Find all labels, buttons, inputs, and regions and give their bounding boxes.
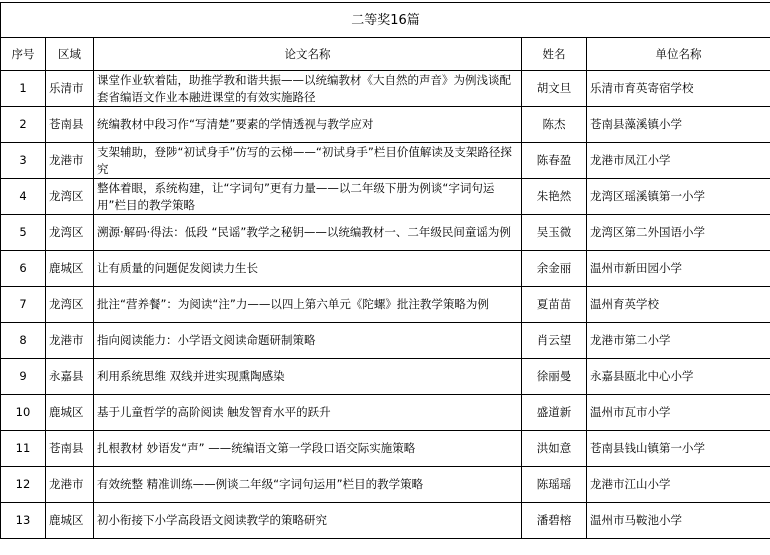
cell-unit[interactable]: 永嘉县瓯北中心小学 [587,359,770,395]
cell-unit[interactable]: 苍南县钱山镇第一小学 [587,431,770,467]
cell-num[interactable]: 1 [1,71,46,107]
cell-name[interactable]: 陈春盈 [522,143,587,179]
cell-unit[interactable]: 龙港市凤江小学 [587,143,770,179]
cell-unit[interactable]: 龙湾区瑶溪镇第一小学 [587,179,770,215]
cell-area[interactable]: 龙湾区 [46,215,94,251]
cell-name[interactable]: 盛道新 [522,395,587,431]
cell-area[interactable]: 鹿城区 [46,503,94,539]
cell-num[interactable]: 4 [1,179,46,215]
cell-name[interactable]: 吴玉微 [522,215,587,251]
cell-name[interactable]: 余金丽 [522,251,587,287]
table-row [1,107,770,143]
cell-title[interactable]: 有效统整 精准训练——例谈二年级“字词句运用”栏目的教学策略 [94,467,522,503]
cell-title[interactable]: 基于儿童哲学的高阶阅读 触发智育水平的跃升 [94,395,522,431]
cell-name[interactable]: 肖云望 [522,323,587,359]
cell-unit[interactable]: 龙湾区第二外国语小学 [587,215,770,251]
cell-title[interactable]: 让有质量的问题促发阅读力生长 [94,251,522,287]
cell-name[interactable]: 陈瑶瑶 [522,467,587,503]
cell-num[interactable]: 10 [1,395,46,431]
cell-area[interactable]: 龙港市 [46,467,94,503]
cell-name[interactable]: 胡文旦 [522,71,587,107]
cell-unit[interactable]: 温州育英学校 [587,287,770,323]
cell-area[interactable]: 鹿城区 [46,395,94,431]
title-row [1,3,770,38]
cell-area[interactable]: 苍南县 [46,431,94,467]
cell-num[interactable]: 2 [1,107,46,143]
cell-name[interactable]: 夏苗苗 [522,287,587,323]
table-row [1,467,770,503]
cell-title[interactable]: 利用系统思维 双线并进实现熏陶感染 [94,359,522,395]
cell-area[interactable]: 苍南县 [46,107,94,143]
table-row [1,503,770,539]
cell-num[interactable]: 6 [1,251,46,287]
cell-unit[interactable]: 龙港市江山小学 [587,467,770,503]
table-row [1,323,770,359]
cell-name[interactable]: 洪如意 [522,431,587,467]
cell-area[interactable]: 龙湾区 [46,179,94,215]
cell-area[interactable]: 龙湾区 [46,287,94,323]
table-row [1,359,770,395]
cell-title[interactable]: 扎根教材 妙语发“声” ——统编语文第一学段口语交际实施策略 [94,431,522,467]
cell-name[interactable]: 潘碧榕 [522,503,587,539]
cell-num[interactable]: 13 [1,503,46,539]
table-row [1,287,770,323]
cell-name[interactable]: 陈杰 [522,107,587,143]
cell-unit[interactable]: 乐清市育英寄宿学校 [587,71,770,107]
header-area[interactable]: 区域 [46,38,94,71]
header-name[interactable]: 姓名 [522,38,587,71]
cell-area[interactable]: 龙港市 [46,323,94,359]
table-row [1,251,770,287]
header-num[interactable]: 序号 [1,38,46,71]
table-row [1,395,770,431]
cell-title[interactable]: 统编教材中段习作“写清楚”要素的学情透视与教学应对 [94,107,522,143]
cell-num[interactable]: 5 [1,215,46,251]
cell-title[interactable]: 支架辅助，登陟“初试身手”仿写的云梯——“初试身手”栏目价值解读及支架路径探究 [94,143,522,179]
cell-name[interactable]: 徐丽曼 [522,359,587,395]
table-row [1,143,770,179]
cell-title[interactable]: 初小衔接下小学高段语文阅读教学的策略研究 [94,503,522,539]
cell-area[interactable]: 龙港市 [46,143,94,179]
header-row [1,38,770,71]
table-row [1,431,770,467]
table-row [1,215,770,251]
header-title[interactable]: 论文名称 [94,38,522,71]
header-unit[interactable]: 单位名称 [587,38,770,71]
cell-title[interactable]: 课堂作业软着陆，助推学教和谐共振——以统编教材《大自然的声音》为例浅谈配套省编语文作业本融进课堂的有效实施路径 [94,71,522,107]
cell-num[interactable]: 7 [1,287,46,323]
cell-num[interactable]: 9 [1,359,46,395]
cell-num[interactable]: 12 [1,467,46,503]
cell-title[interactable]: 溯源·解码·得法：低段 “民谣”教学之秘钥——以统编教材一、二年级民间童谣为例 [94,215,522,251]
table-title[interactable]: 二等奖16篇 [1,3,770,38]
cell-area[interactable]: 永嘉县 [46,359,94,395]
cell-area[interactable]: 乐清市 [46,71,94,107]
cell-num[interactable]: 11 [1,431,46,467]
cell-name[interactable]: 朱艳然 [522,179,587,215]
table-row [1,71,770,107]
cell-title[interactable]: 指向阅读能力：小学语文阅读命题研制策略 [94,323,522,359]
cell-title[interactable]: 整体着眼，系统构建，让“字词句”更有力量——以二年级下册为例谈“字词句运用”栏目的教学策略 [94,179,522,215]
cell-area[interactable]: 鹿城区 [46,251,94,287]
cell-unit[interactable]: 苍南县藻溪镇小学 [587,107,770,143]
cell-title[interactable]: 批注“营养餐”：为阅读“注”力——以四上第六单元《陀螺》批注教学策略为例 [94,287,522,323]
cell-unit[interactable]: 温州市新田园小学 [587,251,770,287]
table-row [1,179,770,215]
cell-unit[interactable]: 温州市瓦市小学 [587,395,770,431]
cell-num[interactable]: 8 [1,323,46,359]
cell-unit[interactable]: 温州市马鞍池小学 [587,503,770,539]
cell-num[interactable]: 3 [1,143,46,179]
cell-unit[interactable]: 龙港市第二小学 [587,323,770,359]
award-table [0,2,770,539]
